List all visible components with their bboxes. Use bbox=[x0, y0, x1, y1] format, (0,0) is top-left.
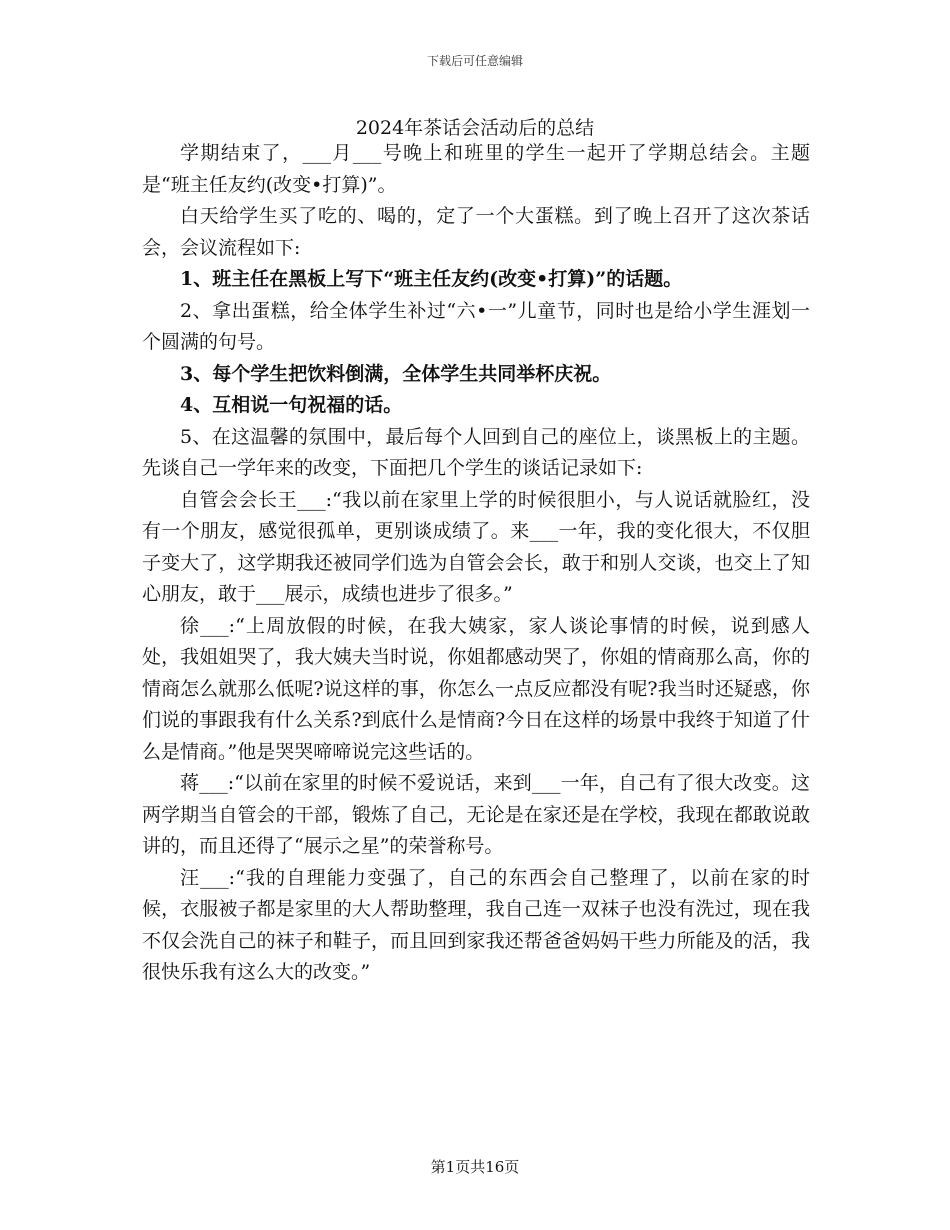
paragraph-student-wang2: 汪___:“我的自理能力变强了，自己的东西会自己整理了，以前在家的时候，衣服被子都是家里的大人帮助整理，我自己连一双袜子也没有洗过，现在我不仅会洗自己的袜子和鞋子，而且回到家我还帮爸爸妈妈干些力所能及的活，我很快乐我有这么大的改变。” bbox=[142, 866, 810, 983]
paragraph-student-wang: 自管会会长王___:“我以前在家里上学的时候很胆小，与人说话就脸红，没有一个朋友，感觉很孤单，更别谈成绩了。来___一年，我的变化很大，不仅胆子变大了，这学期我还被同学们选为自管会会长，敢于和别人交谈，也交上了知心朋友，敢于___展示，成绩也进步了很多。” bbox=[142, 488, 810, 605]
page-header-note: 下载后可任意编辑 bbox=[426, 54, 523, 68]
paragraph-student-xu: 徐___:“上周放假的时候，在我大姨家，家人谈论事情的时候，说到感人处，我姐姐哭了，我大姨夫当时说，你姐都感动哭了，你姐的情商那么高，你的情商怎么就那么低呢?说这样的事，你怎么一点反应都没有呢?我当时还疑惑，你们说的事跟我有什么关系?到底什么是情商?今日在这样的场景中我终于知道了什么是情商。”他是哭哭啼啼说完这些话的。 bbox=[142, 614, 810, 763]
paragraph-step-1: 1、班主任在黑板上写下“班主任友约(改变•打算)”的话题。 bbox=[180, 268, 683, 290]
page-number: 第1页共16页 bbox=[430, 1158, 520, 1176]
paragraph-intro: 学期结束了，___月___号晚上和班里的学生一起开了学期总结会。主题是“班主任友约(改变•打算)”。 bbox=[142, 142, 810, 196]
paragraph-step-3: 3、每个学生把饮料倒满，全体学生共同举杯庆祝。 bbox=[180, 362, 612, 385]
document-title: 2024年茶话会活动后的总结 bbox=[355, 117, 595, 139]
paragraph-step-2: 2、拿出蛋糕，给全体学生补过“六•一”儿童节，同时也是给小学生涯划一个圆满的句号。 bbox=[142, 299, 810, 353]
document-body bbox=[142, 138, 810, 989]
paragraph-step-4: 4、互相说一句祝福的话。 bbox=[180, 394, 403, 416]
paragraph-student-jiang: 蒋___:“以前在家里的时候不爱说话，来到___一年，自己有了很大改变。这两学期当自管会的干部，锻炼了自己，无论是在家还是在学校，我现在都敢说敢讲的，而且还得了“展示之星”的荣誉称号。 bbox=[142, 772, 810, 857]
paragraph-preparation: 白天给学生买了吃的、喝的，定了一个大蛋糕。到了晚上召开了这次茶话会，会议流程如下: bbox=[142, 205, 810, 259]
paragraph-step-5: 5、在这温馨的氛围中，最后每个人回到自己的座位上，谈黑板上的主题。先谈自己一学年来的改变，下面把几个学生的谈话记录如下: bbox=[142, 425, 810, 479]
